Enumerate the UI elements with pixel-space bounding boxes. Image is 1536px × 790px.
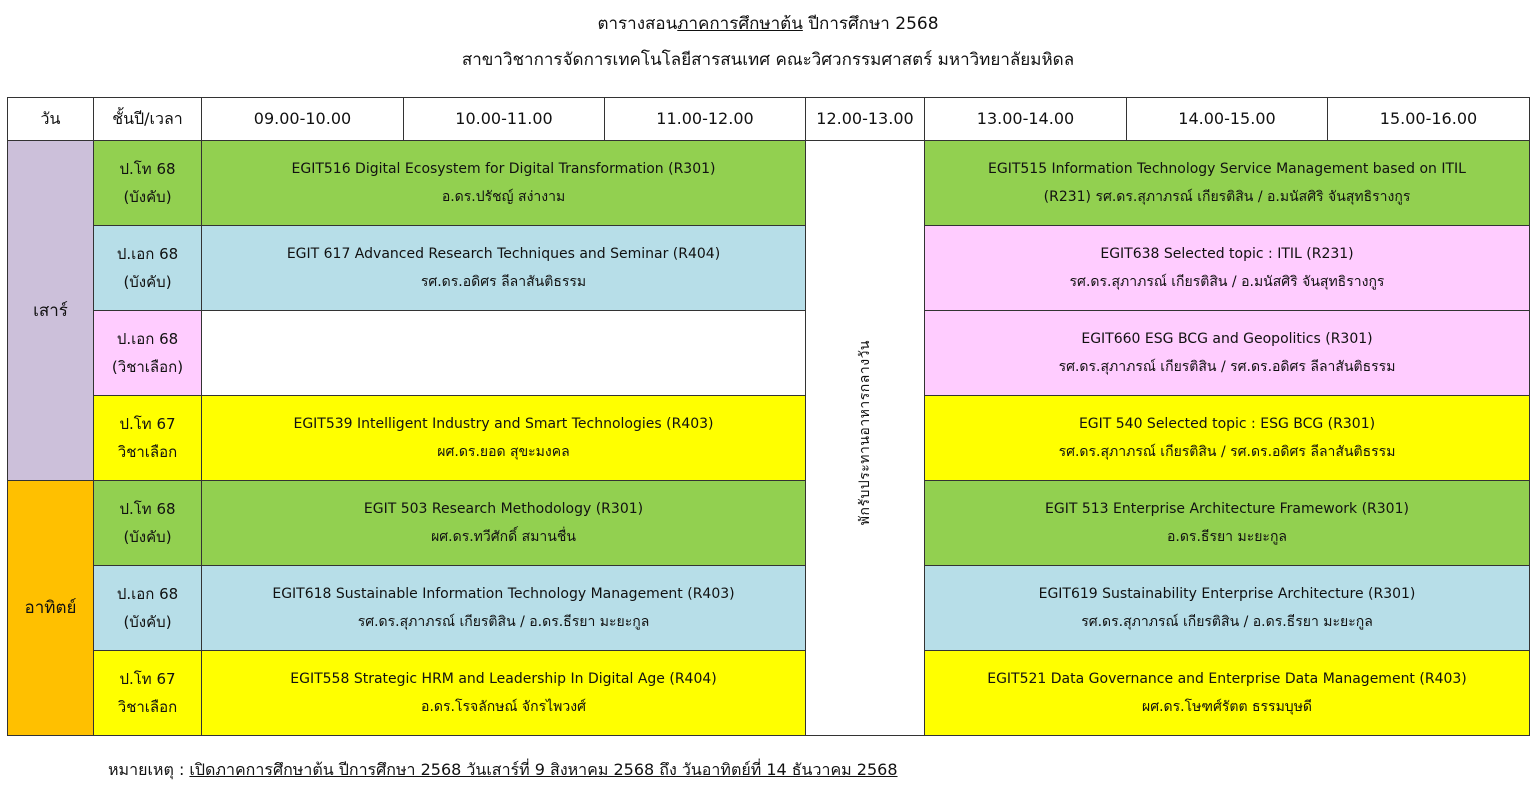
header-slot: 12.00-13.00 [806, 98, 925, 141]
year-label: ป.เอก 68 [116, 245, 179, 263]
year-label: ป.โท 67 [119, 670, 176, 688]
course-cell-morning [202, 396, 806, 481]
table-row [8, 141, 1530, 226]
course-cell-morning [202, 481, 806, 566]
page-title [0, 10, 1536, 37]
day-saturday: เสาร์ [8, 141, 94, 481]
header-slot: 11.00-12.00 [605, 98, 806, 141]
table-row [8, 311, 1530, 396]
lunch-break-cell [806, 141, 925, 736]
year-cell [94, 566, 202, 651]
lecturer-name: อ.ดร.โรจลักษณ์ จักรไพวงศ์ [421, 699, 586, 715]
schedule-table [7, 97, 1530, 736]
course-name: EGIT 513 Enterprise Architecture Framework (R301) [1045, 501, 1409, 517]
table-row [8, 566, 1530, 651]
course-name: EGIT618 Sustainable Information Technology Management (R403) [272, 586, 735, 602]
lecturer-name: ผศ.ดร.ยอด สุขะมงคล [437, 444, 570, 460]
course-name: EGIT619 Sustainability Enterprise Architecture (R301) [1038, 586, 1416, 602]
course-name: EGIT 503 Research Methodology (R301) [363, 501, 644, 517]
year-label: ป.โท 67 [119, 415, 176, 433]
course-cell-morning [202, 566, 806, 651]
course-type: วิชาเลือก [117, 698, 178, 716]
header-row [8, 98, 1530, 141]
course-cell-afternoon [925, 311, 1530, 396]
course-cell-afternoon [925, 651, 1530, 736]
course-name: EGIT 617 Advanced Research Techniques and Seminar (R404) [286, 246, 721, 262]
lecturer-name: ผศ.ดร.โษฑศ์รัตต ธรรมบุษดี [1141, 699, 1313, 715]
course-cell-morning-empty [202, 311, 806, 396]
course-type: (บังคับ) [123, 613, 172, 631]
title-prefix: ตารางสอน [597, 14, 678, 34]
footer-label: หมายเหตุ : [108, 760, 190, 779]
lecturer-name: อ.ดร.ธีรยา มะยะกูล [1166, 529, 1288, 545]
lecturer-name: อ.ดร.ปรัชญ์ สง่างาม [441, 189, 566, 205]
footer-note [108, 758, 898, 783]
course-name: EGIT515 Information Technology Service Management based on ITIL [988, 161, 1466, 177]
lecturer-name: รศ.ดร.สุภาภรณ์ เกียรติสิน / อ.มนัสศิริ จันสุทธิรางกูร [1069, 274, 1385, 290]
course-name: EGIT660 ESG BCG and Geopolitics (R301) [1081, 331, 1373, 347]
year-cell [94, 396, 202, 481]
table-row [8, 396, 1530, 481]
lecturer-name: รศ.ดร.สุภาภรณ์ เกียรติสิน / รศ.ดร.อดิศร ลีลาสันติธรรม [1058, 444, 1396, 460]
header-slot: 09.00-10.00 [202, 98, 404, 141]
year-label: ป.โท 68 [119, 500, 176, 518]
course-name: EGIT521 Data Governance and Enterprise Data Management (R403) [987, 671, 1467, 687]
year-cell [94, 481, 202, 566]
lecturer-name: (R231) รศ.ดร.สุภาภรณ์ เกียรติสิน / อ.มนัสศิริ จันสุทธิรางกูร [1043, 189, 1411, 205]
header-slot: 13.00-14.00 [925, 98, 1127, 141]
day-sunday: อาทิตย์ [8, 481, 94, 736]
course-name: EGIT558 Strategic HRM and Leadership In Digital Age (R404) [290, 671, 717, 687]
year-label: ป.เอก 68 [116, 585, 179, 603]
course-cell-afternoon [925, 566, 1530, 651]
lecturer-name: ผศ.ดร.ทวีศักดิ์ สมานชื่น [431, 529, 576, 545]
table-row [8, 651, 1530, 736]
course-name: EGIT 540 Selected topic : ESG BCG (R301) [1078, 416, 1376, 432]
lecturer-name: รศ.ดร.อดิศร ลีลาสันติธรรม [420, 274, 587, 290]
course-name: EGIT539 Intelligent Industry and Smart Technologies (R403) [293, 416, 714, 432]
course-name: EGIT638 Selected topic : ITIL (R231) [1100, 246, 1354, 262]
course-name: EGIT516 Digital Ecosystem for Digital Transformation (R301) [291, 161, 716, 177]
course-type: วิชาเลือก [117, 443, 178, 461]
table-row [8, 481, 1530, 566]
lecturer-name: รศ.ดร.สุภาภรณ์ เกียรติสิน / รศ.ดร.อดิศร ลีลาสันติธรรม [1058, 359, 1396, 375]
year-cell [94, 651, 202, 736]
page-subtitle: สาขาวิชาการจัดการเทคโนโลยีสารสนเทศ คณะวิศวกรรมศาสตร์ มหาวิทยาลัยมหิดล [461, 50, 1075, 70]
course-type: (บังคับ) [123, 273, 172, 291]
course-type: (วิชาเลือก) [111, 358, 184, 376]
course-cell-afternoon [925, 481, 1530, 566]
course-cell-morning [202, 651, 806, 736]
lunch-break-label: พักรับประทานอาหารกลางวัน [857, 340, 873, 526]
course-cell-morning [202, 141, 806, 226]
course-cell-afternoon [925, 226, 1530, 311]
title-suffix: ปีการศึกษา 2568 [802, 14, 939, 34]
title-semester: ภาคการศึกษาต้น [677, 14, 803, 34]
header-year-time: ชั้นปี/เวลา [94, 98, 202, 141]
header-day: วัน [8, 98, 94, 141]
course-cell-morning [202, 226, 806, 311]
course-cell-afternoon [925, 141, 1530, 226]
footer-note-text: เปิดภาคการศึกษาต้น ปีการศึกษา 2568 วันเสาร์ที่ 9 สิงหาคม 2568 ถึง วันอาทิตย์ที่ 14 ธันวาคม 2568 [189, 760, 898, 779]
lecturer-name: รศ.ดร.สุภาภรณ์ เกียรติสิน / อ.ดร.ธีรยา มะยะกูล [1081, 614, 1373, 630]
header-slot: 14.00-15.00 [1127, 98, 1328, 141]
year-cell [94, 141, 202, 226]
header-slot: 10.00-11.00 [404, 98, 605, 141]
year-label: ป.เอก 68 [116, 330, 179, 348]
lecturer-name: รศ.ดร.สุภาภรณ์ เกียรติสิน / อ.ดร.ธีรยา มะยะกูล [357, 614, 650, 630]
course-cell-afternoon [925, 396, 1530, 481]
year-cell [94, 311, 202, 396]
course-type: (บังคับ) [123, 188, 172, 206]
year-label: ป.โท 68 [119, 160, 176, 178]
table-row [8, 226, 1530, 311]
header-slot: 15.00-16.00 [1328, 98, 1530, 141]
year-cell [94, 226, 202, 311]
course-type: (บังคับ) [123, 528, 172, 546]
